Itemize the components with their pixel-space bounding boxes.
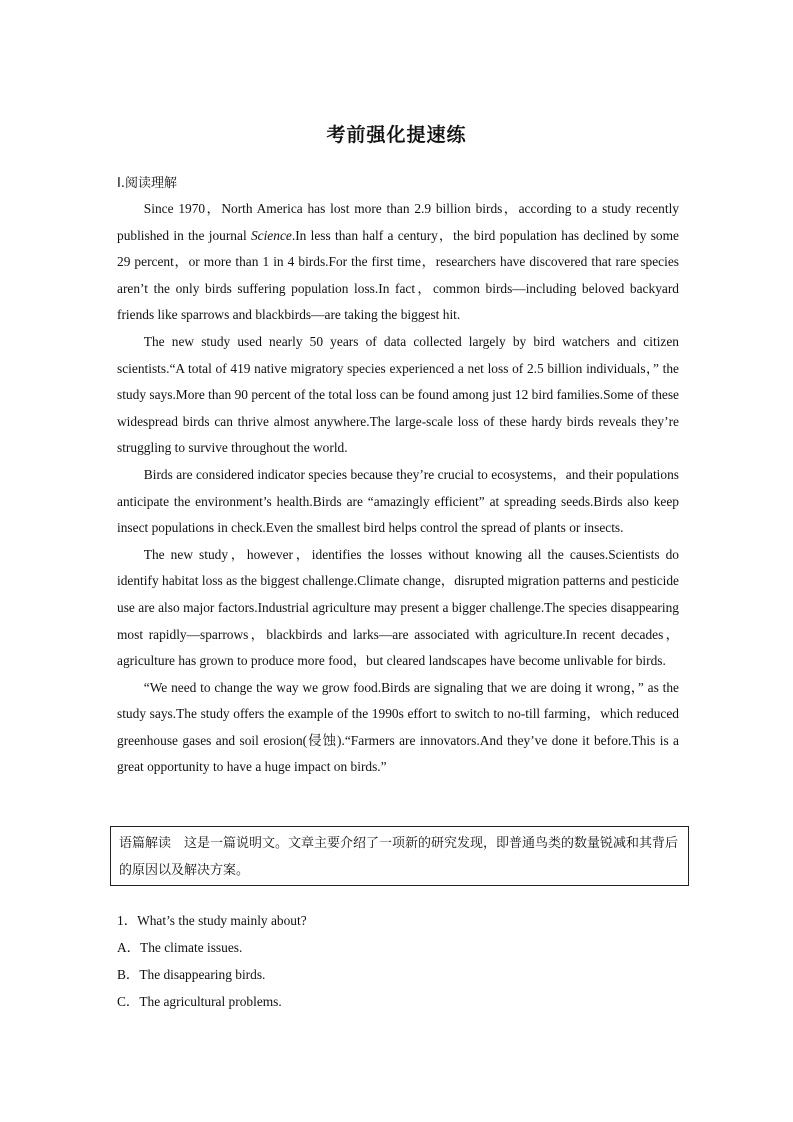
paragraph-5: “We need to change the way we grow food.Birds are signaling that we are doing it wrong，” as the study says.The study offers the example of the 1990s effort to switch to no-till farming，which reduced greenhouse gases and soil erosion(侵蚀).“Farmers are innovators.And they’ve done it before.This is a great opportunity to have a huge impact on birds.” xyxy=(117,679,679,775)
option-c: C．The agricultural problems. xyxy=(117,994,282,1009)
option-a: A．The climate issues. xyxy=(117,940,243,955)
section-label: Ⅰ.阅读理解 xyxy=(117,176,177,191)
question-stem: 1．What’s the study mainly about? xyxy=(117,913,307,928)
journal-name: Science xyxy=(250,227,292,243)
paragraph-1-text-a: Since 1970，North America has lost more than 2.9 billion birds，according to a study recently published in the journal xyxy=(117,201,679,243)
page-title: 考前强化提速练 xyxy=(326,124,467,146)
paragraph-4: The new study，however，identifies the losses without knowing all the causes.Scientists do identify habitat loss as the biggest challenge.Climate change，disrupted migration patterns and pesticide use are also major factors.Industrial agriculture may present a bigger challenge.The species disappearing most rapidly—sparrows，blackbirds and larks—are associated with agriculture.In recent decades，agriculture has grown to produce more food，but cleared landscapes have become unlivable for birds. xyxy=(117,546,679,669)
paragraph-1 xyxy=(117,196,679,329)
text-analysis-box: 语篇解读 这是一篇说明文。文章主要介绍了一项新的研究发现，即普通鸟类的数量锐减和其背后的原因以及解决方案。 xyxy=(110,826,689,886)
option-b: B．The disappearing birds. xyxy=(117,967,266,982)
paragraph-3: Birds are considered indicator species because they’re crucial to ecosystems，and their populations anticipate the environment’s health.Birds are “amazingly efficient” at spreading seeds.Birds also keep insect populations in check.Even the smallest bird helps control the spread of plants or insects. xyxy=(117,466,679,536)
question-block xyxy=(117,907,307,1015)
paragraph-2: The new study used nearly 50 years of data collected largely by bird watchers and citizen scientists.“A total of 419 native migratory species experienced a net loss of 2.5 billion individuals，” the study says.More than 90 percent of the total loss can be found among just 12 bird families.Some of these widespread birds can thrive almost anywhere.The large-scale loss of these hardy birds reveals they’re struggling to survive throughout the world. xyxy=(117,333,679,456)
reading-passage xyxy=(117,196,679,781)
paragraph-1-text-b: .In less than half a century，the bird population has declined by some 29 percent，or more than 1 in 4 birds.For the first time，researchers have discovered that rare species aren’t the only birds suffering population loss.In fact，common birds—including beloved backyard friends like sparrows and blackbirds—are taking the biggest hit. xyxy=(117,227,679,323)
